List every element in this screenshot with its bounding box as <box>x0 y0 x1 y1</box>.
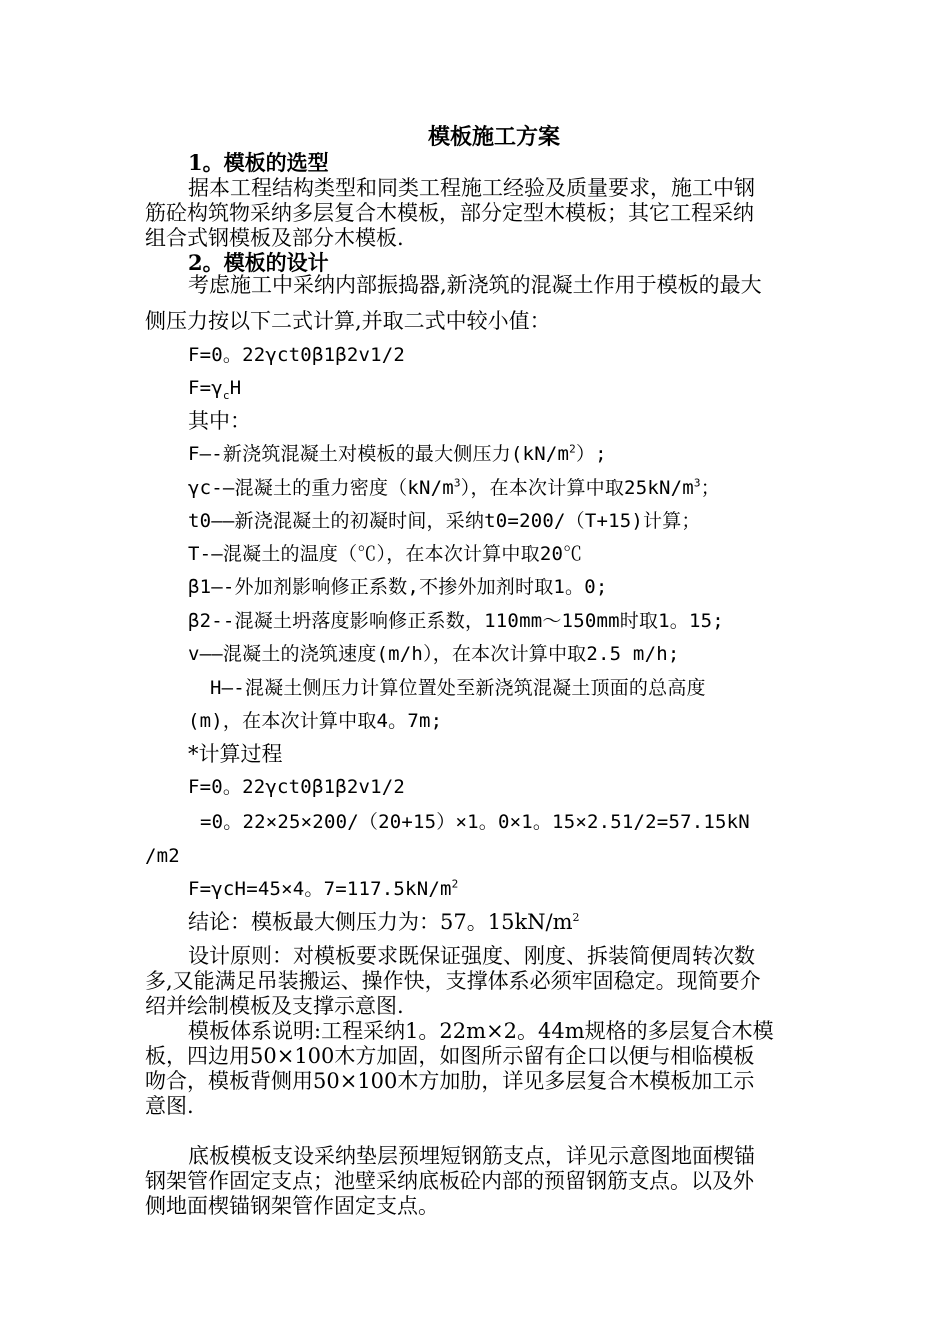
definition-F: F—-新浇筑混凝土对模板的最大侧压力$(kN/m^2)$; <box>188 442 607 465</box>
definition-H: H—-混凝土侧压力计算位置处至新浇筑混凝土顶面的总高度 <box>210 677 706 699</box>
paragraph-line: 模板体系说明:工程采纳1。22m×2。44m规格的多层复合木模 <box>188 1019 774 1043</box>
calc-result-unit: /m2 <box>145 845 180 867</box>
definition-gamma-c: γc-—混凝土的重力密度$(kN/m^3)$，在本次计算中取$25kN/m^3$； <box>188 476 720 499</box>
definition-beta2: β2--混凝土坍落度影响修正系数，110mm～150mm时取1。15; <box>188 610 724 632</box>
paragraph-line: 筋砼构筑物采纳多层复合木模板，部分定型木模板；其它工程采纳 <box>145 201 754 225</box>
section-2-heading: 2。模板的设计 <box>188 250 329 275</box>
paragraph-line: 多,又能满足吊装搬运、操作快，支撑体系必须牢固稳定。现简要介 <box>145 969 761 993</box>
paragraph-line: 考虑施工中采纳内部振捣器,新浇筑的混凝土作用于模板的最大 <box>188 273 762 297</box>
definition-T: T-—混凝土的温度（℃），在本次计算中取20℃ <box>188 543 583 565</box>
where-label: 其中： <box>188 409 251 433</box>
definition-v: v——混凝土的浇筑速度(m/h），在本次计算中取2.5 m/h; <box>188 643 680 665</box>
paragraph-line: 意图. <box>145 1094 194 1118</box>
definition-H-cont: (m)，在本次计算中取4。7m; <box>188 710 443 732</box>
paragraph-line: 吻合，模板背侧用50×100木方加肋，详见多层复合木模板加工示 <box>145 1069 755 1093</box>
paragraph-line: 设计原则：对模板要求既保证强度、刚度、拆装简便周转次数 <box>188 944 755 968</box>
formula-1: F=0。22γct0β1β2v1/2 <box>188 344 406 366</box>
paragraph-line: 底板模板支设采纳垫层预埋短钢筋支点，详见示意图地面楔锚 <box>188 1144 755 1168</box>
paragraph-line: 组合式钢模板及部分木模板. <box>145 226 404 250</box>
paragraph-line: 侧地面楔锚钢架管作固定支点。 <box>145 1194 439 1218</box>
calc-formula: F=0。22γct0β1β2v1/2 <box>188 776 406 798</box>
paragraph-line: 绍并绘制模板及支撑示意图. <box>145 994 404 1018</box>
definition-beta1: β1—-外加剂影响修正系数,不掺外加剂时取1。0; <box>188 576 608 598</box>
section-1-heading: 1。模板的选型 <box>188 150 329 175</box>
formula-2: $F=\gamma_cH$ <box>188 377 242 402</box>
paragraph-line: 钢架管作固定支点；池壁采纳底板砼内部的预留钢筋支点。以及外 <box>145 1169 754 1193</box>
calc-heading: *计算过程 <box>188 742 283 766</box>
paragraph-line: 据本工程结构类型和同类工程施工经验及质量要求，施工中钢 <box>188 176 755 200</box>
conclusion: 结论：模板最大侧压力为：57。$15kN/m^2$ <box>188 910 580 934</box>
calc-result: =0。22×25×200/（20+15）×1。0×1。15×2.51/2=57.15kN <box>200 811 750 833</box>
paragraph-line: 板，四边用50×100木方加固，如图所示留有企口以便与相临模板 <box>145 1044 755 1068</box>
definition-t0: t0——新浇混凝土的初凝时间，采纳t0=200/（T+15)计算； <box>188 510 701 532</box>
calc-second-formula: F=γcH=45×4。$7=117.5kN/m^2$ <box>188 877 459 900</box>
paragraph-line: 侧压力按以下二式计算,并取二式中较小值： <box>145 309 551 333</box>
document-title: 模板施工方案 <box>428 124 561 150</box>
